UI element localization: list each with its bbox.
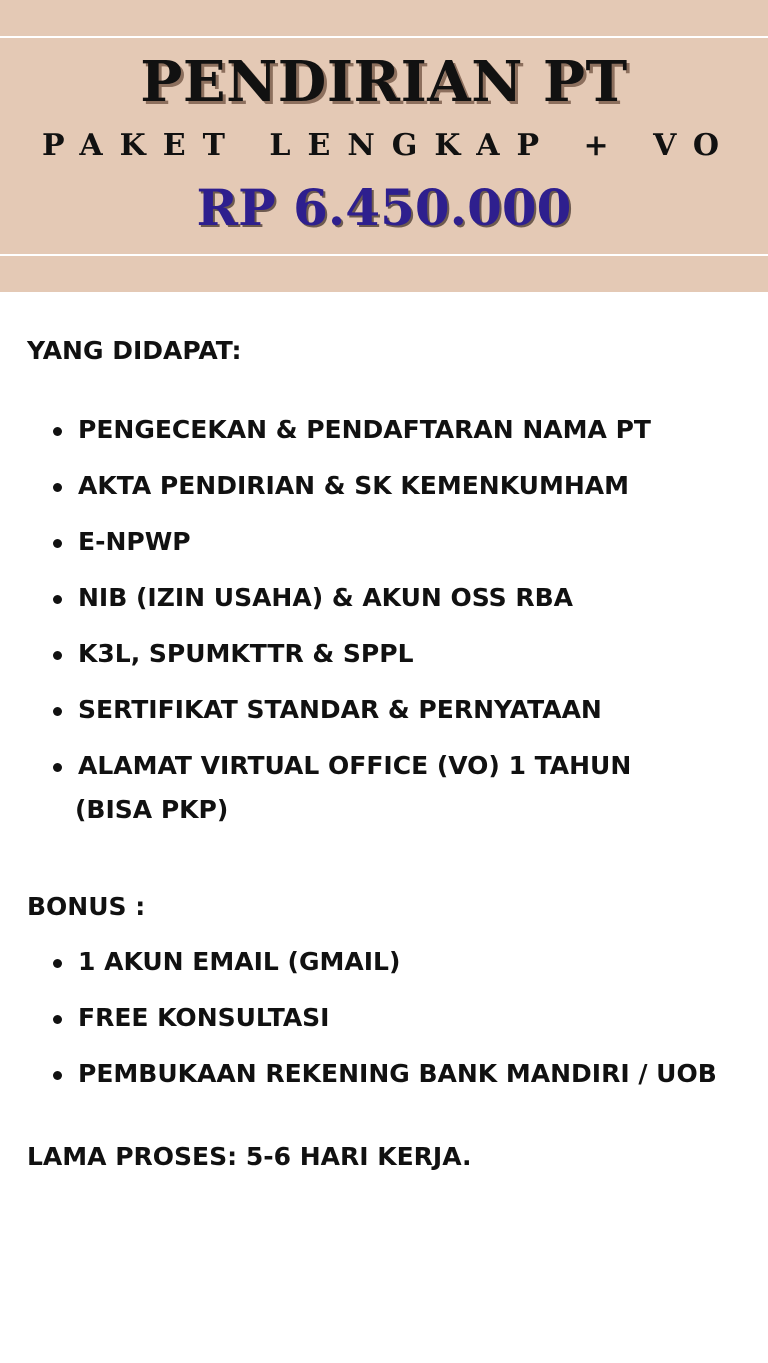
header-banner — [0, 0, 768, 292]
bullet-icon — [53, 651, 62, 660]
list-item-label: AKTA PENDIRIAN & SK KEMENKUMHAM — [78, 471, 629, 500]
list-item-label: PENGECEKAN & PENDAFTARAN NAMA PT — [78, 415, 651, 444]
list-item-label: FREE KONSULTASI — [78, 1003, 330, 1032]
page-title: PENDIRIAN PT — [140, 49, 628, 115]
bullet-icon — [53, 483, 62, 492]
package-price: RP 6.450.000 — [196, 178, 572, 237]
bullet-icon — [53, 763, 62, 772]
list-item — [0, 1058, 768, 1090]
list-item — [0, 1002, 768, 1034]
list-item-label: NIB (IZIN USAHA) & AKUN OSS RBA — [78, 583, 574, 612]
list-item — [0, 414, 768, 446]
list-item-label: K3L, SPUMKTTR & SPPL — [78, 639, 414, 668]
list-item — [0, 638, 768, 670]
bullet-icon — [53, 539, 62, 548]
bullet-icon — [53, 707, 62, 716]
bullet-icon — [53, 959, 62, 968]
list-item — [0, 946, 768, 978]
list-item-continuation: (BISA PKP) — [75, 795, 229, 824]
package-subtitle: PAKET LENGKAP + VO — [42, 128, 736, 163]
header-bottom-rule — [0, 254, 768, 256]
list-item-label: SERTIFIKAT STANDAR & PERNYATAAN — [78, 695, 602, 724]
process-time: LAMA PROSES: 5-6 HARI KERJA. — [27, 1142, 472, 1171]
list-item — [0, 582, 768, 614]
list-item — [0, 694, 768, 726]
list-item — [0, 750, 768, 826]
bonus-heading: BONUS : — [27, 892, 146, 921]
list-item-label: 1 AKUN EMAIL (GMAIL) — [78, 947, 401, 976]
list-item-label: PEMBUKAAN REKENING BANK MANDIRI / UOB — [78, 1059, 717, 1088]
included-heading: YANG DIDAPAT: — [27, 336, 242, 365]
bullet-icon — [53, 1071, 62, 1080]
list-item — [0, 526, 768, 558]
header-top-rule — [0, 36, 768, 38]
included-list — [0, 414, 768, 850]
bullet-icon — [53, 427, 62, 436]
bonus-list — [0, 946, 768, 1114]
list-item — [0, 470, 768, 502]
list-item-label: E-NPWP — [78, 527, 191, 556]
list-item-label: ALAMAT VIRTUAL OFFICE (VO) 1 TAHUN — [78, 751, 632, 780]
bullet-icon — [53, 1015, 62, 1024]
bullet-icon — [53, 595, 62, 604]
